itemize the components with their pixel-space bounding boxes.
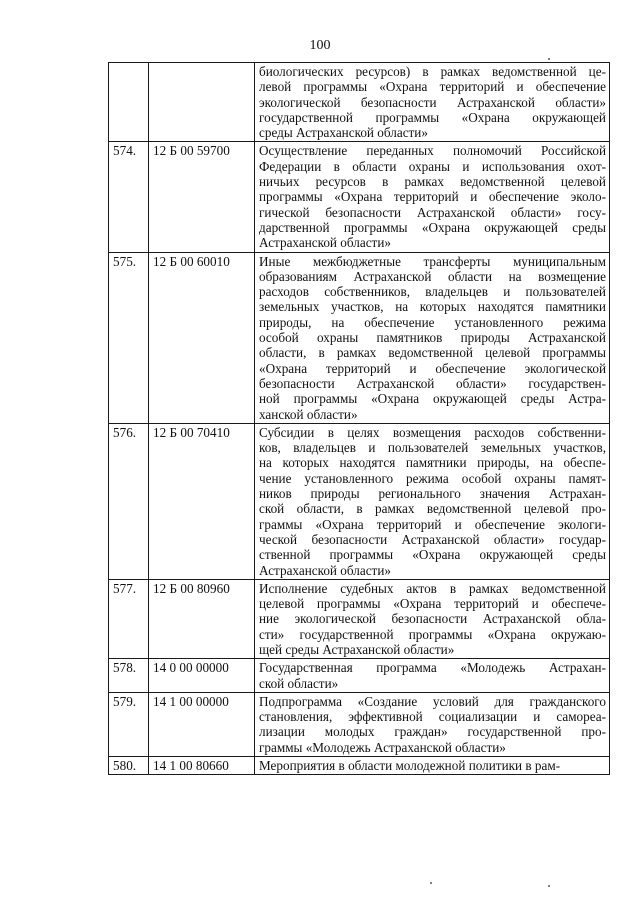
budget-code: 12 Б 00 59700 (149, 142, 255, 252)
description-line: гической безопасности Астраханской области» госу- (259, 204, 606, 220)
description-line: особой охраны памятников природы Астраханской (259, 330, 606, 346)
budget-code: 14 1 00 00000 (149, 692, 255, 756)
budget-code: 12 Б 00 60010 (149, 252, 255, 423)
row-number: 575. (109, 252, 149, 423)
description-line: Подпрограмма «Создание условий для гражданского (259, 693, 606, 709)
row-number: 577. (109, 579, 149, 658)
description-line: ной программы «Охрана окружающей среды Астра- (259, 391, 606, 407)
row-description (255, 252, 610, 423)
description-line: биологических ресурсов) в рамках ведомственной це- (259, 64, 606, 79)
table-body (109, 63, 610, 775)
description-line: области, в рамках ведомственной целевой программы (259, 345, 606, 361)
budget-code: 12 Б 00 80960 (149, 579, 255, 658)
description-line: Мероприятия в области молодежной политики в рам- (259, 758, 561, 774)
description-line: на которых находятся памятники природы, на обеспе- (259, 455, 606, 471)
row-description (255, 423, 610, 579)
description-line: ков, владельцев и пользователей земельных участков, (259, 440, 606, 456)
description-line: становления, эффективной социализации и самореа- (259, 709, 606, 725)
description-line: сти» государственной программы «Охрана окружаю- (259, 626, 606, 642)
budget-code: 12 Б 00 70410 (149, 423, 255, 579)
row-description (255, 659, 610, 693)
row-description (255, 579, 610, 658)
description-line: ников природы регионального значения Астрахан- (259, 486, 606, 502)
description-line: Астраханской области» (259, 562, 391, 578)
description-line: образованиям Астраханской области на возмещение (259, 268, 606, 284)
description-line: ской области, в рамках ведомственной целевой про- (259, 501, 606, 517)
description-line: ственной программы «Охрана окружающей среды (259, 547, 606, 563)
description-line: безопасности Астраханской области» государствен- (259, 375, 606, 391)
description-line: Субсидии в целях возмещения расходов собственни- (259, 424, 606, 440)
row-number: 576. (109, 423, 149, 579)
row-description (255, 692, 610, 756)
description-line: экологической безопасности Астраханской области» (259, 94, 606, 110)
row-number (109, 63, 149, 142)
budget-code: 14 0 00 00000 (149, 659, 255, 693)
description-line: ние экологической безопасности Астраханской обла- (259, 611, 606, 627)
description-line: ской области» (259, 675, 339, 691)
description-line: левой программы «Охрана территорий и обеспечение (259, 79, 606, 95)
description-line: «Охрана территорий и обеспечение экологической (259, 360, 606, 376)
row-number: 580. (109, 757, 149, 775)
row-description (255, 142, 610, 252)
table-row (109, 757, 610, 775)
scan-speck (548, 885, 550, 887)
description-line: граммы «Молодежь Астраханской области» (259, 739, 506, 755)
description-line: программы «Охрана территорий и обеспечение эколо- (259, 189, 606, 205)
description-line: Астраханской области» (259, 235, 391, 251)
row-description (255, 757, 610, 775)
description-line: Осуществление переданных полномочий Российской (259, 143, 606, 159)
description-line: природы, на обеспечение установленного режима (259, 314, 606, 330)
table-row (109, 659, 610, 693)
budget-table (108, 62, 610, 775)
description-line: дарственной программы «Охрана окружающей среды (259, 219, 606, 235)
description-line: Государственная программа «Молодежь Астрахан- (259, 660, 606, 676)
description-line: земельных участков, на которых находятся памятники (259, 299, 606, 315)
scan-speck (548, 58, 550, 60)
scan-speck (430, 882, 432, 884)
table-row (109, 579, 610, 658)
table-row (109, 63, 610, 142)
budget-code (149, 63, 255, 142)
description-line: расходов собственников, владельцев и пользователей (259, 284, 606, 300)
table-row (109, 142, 610, 252)
description-line: целевой программы «Охрана территорий и обеспече- (259, 596, 606, 612)
description-line: ничьих ресурсов в рамках ведомственной целевой (259, 174, 606, 190)
row-number: 579. (109, 692, 149, 756)
table-row (109, 692, 610, 756)
description-line: лизации молодых граждан» государственной про- (259, 724, 606, 740)
description-line: среды Астраханской области» (259, 125, 428, 141)
description-line: Федерации в области охраны и использования охот- (259, 158, 606, 174)
row-number: 574. (109, 142, 149, 252)
row-description (255, 63, 610, 142)
description-line: Иные межбюджетные трансферты муниципальным (259, 253, 606, 269)
description-line: граммы «Охрана территорий и обеспечение экологи- (259, 516, 606, 532)
page-number: 100 (309, 38, 331, 53)
budget-code: 14 1 00 80660 (149, 757, 255, 775)
table-row (109, 423, 610, 579)
table-row (109, 252, 610, 423)
description-line: ханской области» (259, 406, 358, 422)
row-number: 578. (109, 659, 149, 693)
description-line: щей среды Астраханской области» (259, 641, 455, 657)
description-line: ческой безопасности Астраханской области» государ- (259, 531, 606, 547)
description-line: чение установленного режима особой охраны памят- (259, 470, 606, 486)
description-line: государственной программы «Охрана окружающей (259, 109, 606, 125)
description-line: Исполнение судебных актов в рамках ведомственной (259, 580, 606, 596)
